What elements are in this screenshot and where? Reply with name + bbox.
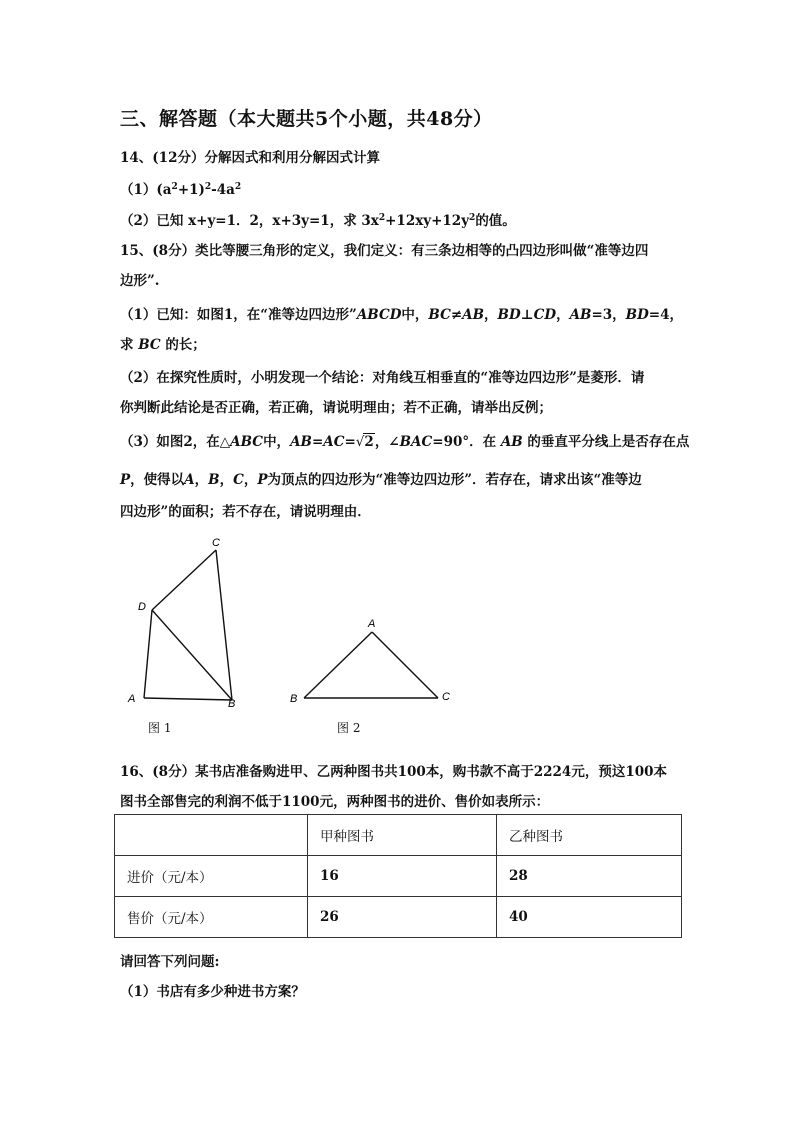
section-title: 三、解答题（本大题共5个小题，共48分）: [120, 108, 493, 130]
q15-line1: 15、(8分）类比等腰三角形的定义，我们定义：有三条边相等的凸四边形叫做“准等边四: [120, 243, 649, 259]
text-span: 的垂直平分线上是否存在点: [527, 434, 690, 450]
fig1-label-b: B: [228, 698, 236, 710]
q14-part2-mid: +12xy+12y: [385, 213, 470, 229]
q14-expr-a: (a: [156, 182, 172, 198]
q14-part1: [120, 178, 241, 198]
text-span: ，: [194, 472, 209, 488]
text-span: 求: [120, 337, 134, 353]
table-cell: 40: [497, 897, 682, 938]
table-row: [115, 856, 682, 897]
table-cell: 28: [497, 856, 682, 897]
figure-2: [284, 612, 454, 712]
text-span: =90°．在: [432, 434, 497, 450]
figure-2-caption: 图 2: [337, 721, 361, 735]
q15-part3-line1: （3）如图2，在△ABC中，AB=AC=√2，∠BAC=90°．在 AB 的垂直平分线上是否存在点: [120, 434, 690, 450]
text-span: ，: [556, 307, 570, 323]
table-cell: 16: [308, 856, 497, 897]
text-span: ，: [484, 307, 498, 323]
segment-ac: [372, 632, 438, 698]
math-span: P: [120, 472, 131, 488]
text-span: ，使得以: [130, 472, 185, 488]
q16-part1: （1）书店有多少种进书方案？: [120, 984, 305, 1000]
text-span: =4，: [648, 307, 684, 323]
fig1-label-a: A: [128, 693, 136, 705]
table-cell: 26: [308, 897, 497, 938]
q15-part1-line1: [120, 303, 683, 323]
math-span: B: [208, 472, 220, 488]
fig2-label-b: B: [290, 693, 298, 705]
segment-cb: [216, 550, 232, 700]
q14-expr-c: -4a: [211, 182, 235, 198]
math-span: ABC: [230, 434, 264, 450]
sqrt-radicand: 2: [364, 434, 374, 450]
math-span: AB=AC=: [290, 434, 356, 450]
q14-header: 14、(12分）分解因式和利用分解因式计算: [120, 150, 380, 166]
text-span: ，∠: [374, 434, 400, 450]
q14-expr-b: +1): [177, 182, 205, 198]
text-span: =3，: [591, 307, 626, 323]
math-span: P: [257, 472, 268, 488]
q14-sup: 2: [204, 182, 212, 192]
table-header-cell: [115, 815, 308, 856]
text-span: 中，: [401, 307, 429, 323]
q14-part2: [120, 209, 516, 229]
segment-db: [152, 610, 232, 700]
q16-line2: 图书全部售完的利润不低于1100元，两种图书的进价、售价如表所示：: [120, 794, 550, 810]
math-span: AB: [500, 434, 523, 450]
table-header-cell: 甲种图书: [308, 815, 497, 856]
text-span: 中，: [263, 434, 291, 450]
segment-dc: [152, 550, 216, 610]
text-span: 的长；: [165, 337, 206, 353]
fig2-label-c: C: [442, 691, 450, 703]
q14-part1-prefix: （1）: [120, 182, 157, 198]
math-span: AB: [569, 307, 592, 323]
q15-part3-line2: [120, 468, 642, 488]
q15-part2-line2: 你判断此结论是否正确，若正确，请说明理由；若不正确，请举出反例；: [120, 400, 552, 416]
price-table: [114, 814, 682, 938]
q15-part3-line3: 四边形”的面积；若不存在，请说明理由．: [120, 504, 371, 520]
text-span: ，: [243, 472, 258, 488]
table-header-row: [115, 815, 682, 856]
math-span: BC: [138, 337, 161, 353]
math-span: BD⊥CD: [497, 307, 557, 323]
text-span: 为顶点的四边形为“准等边四边形”．若存在，请求出该“准等边: [267, 472, 642, 488]
text-span: ，: [219, 472, 234, 488]
math-span: ABCD: [356, 307, 402, 323]
q14-part2-prefix: （2）已知 x+y=1．2，x+3y=1，求 3x: [120, 213, 379, 229]
q14-sup: 2: [171, 182, 178, 192]
q14-part2-suffix: 的值。: [475, 213, 516, 229]
table-row: [115, 897, 682, 938]
q14-sup: 2: [378, 213, 386, 223]
q16-after: 请回答下列问题:: [120, 954, 220, 970]
segment-ad: [144, 610, 152, 698]
math-span: C: [233, 472, 244, 488]
figure-1-caption: 图 1: [148, 721, 172, 735]
text-span: （1）已知：如图1，在“准等边四边形”: [120, 307, 357, 323]
q15-part1-line2: [120, 333, 206, 353]
table-cell: 售价（元/本）: [115, 897, 308, 938]
math-span: A: [184, 472, 195, 488]
fig1-label-d: D: [138, 601, 146, 613]
q15-line2: 边形”.: [120, 273, 160, 289]
figure-1: [120, 532, 260, 712]
table-header-cell: 乙种图书: [497, 815, 682, 856]
fig2-label-a: A: [368, 618, 376, 630]
fig1-label-c: C: [212, 537, 220, 549]
q14-sup: 2: [469, 213, 476, 223]
math-span: BC≠AB: [428, 307, 485, 323]
q15-part2-line1: （2）在探究性质时，小明发现一个结论：对角线互相垂直的“准等边四边形”是菱形．请: [120, 370, 645, 386]
math-span: BAC: [399, 434, 433, 450]
table-cell: 进价（元/本）: [115, 856, 308, 897]
math-span: BD: [625, 307, 649, 323]
text-span: （3）如图2，在△: [120, 434, 231, 450]
segment-ab: [144, 698, 232, 700]
q14-sup: 2: [234, 182, 242, 192]
q16-line1: 16、(8分）某书店准备购进甲、乙两种图书共100本，购书款不高于2224元，预这100本: [120, 764, 667, 780]
segment-ba: [304, 632, 372, 698]
